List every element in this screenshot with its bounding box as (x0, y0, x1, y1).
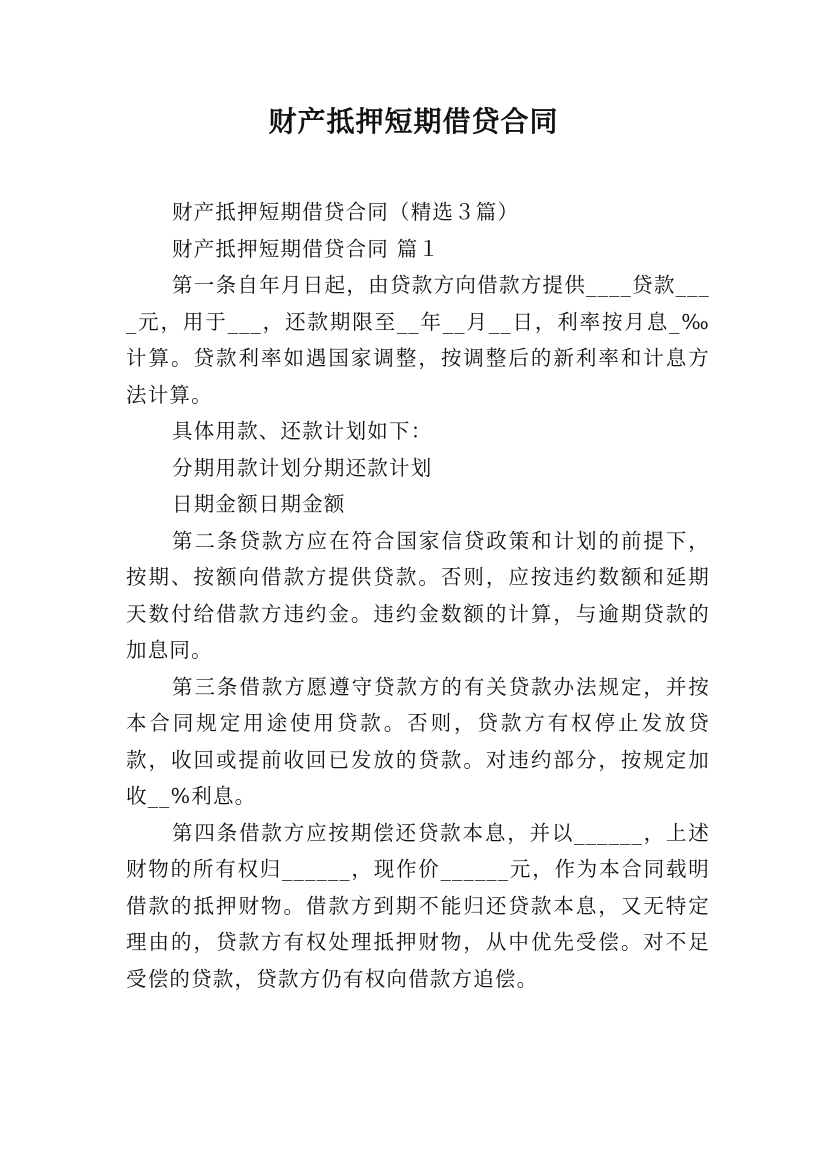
paragraph-subtitle: 财产抵押短期借贷合同（精选３篇） (172, 200, 520, 224)
document-body (126, 194, 710, 997)
paragraph-plan-headings: 分期用款计划分期还款计划 (172, 455, 433, 480)
paragraph-section-heading: 财产抵押短期借贷合同 篇１ (172, 236, 441, 261)
paragraph-article-1: 第一条自年月日起，由贷款方向借款方提供____贷款____元，用于___，还款期限至__年__月__日，利率按月息_‰计算。贷款利率如遇国家调整，按调整后的新利率和计息方法计算。 (126, 273, 710, 407)
paragraph-article-3: 第三条借款方愿遵守贷款方的有关贷款办法规定，并按本合同规定用途使用贷款。否则，贷款方有权停止发放贷款，收回或提前收回已发放的贷款。对违约部分，按规定加收__%利息。 (126, 674, 710, 808)
document-title: 财产抵押短期借贷合同 (268, 105, 559, 138)
paragraph-article-4: 第四条借款方应按期偿还贷款本息，并以______，上述财物的所有权归______，现作价______元，作为本合同载明借款的抵押财物。借款方到期不能归还贷款本息，又无特定理由的，贷款方有权处理抵押财物，从中优先受偿。对不足受偿的贷款，贷款方仍有权向借款方追偿。 (126, 820, 710, 991)
paragraph-plan-columns: 日期金额日期金额 (172, 492, 346, 516)
paragraph-plan-intro: 具体用款、还款计划如下： (172, 419, 433, 443)
paragraph-article-2: 第二条贷款方应在符合国家信贷政策和计划的前提下，按期、按额向借款方提供贷款。否则，应按违约数额和延期天数付给借款方违约金。违约金数额的计算，与逾期贷款的加息同。 (126, 528, 710, 662)
